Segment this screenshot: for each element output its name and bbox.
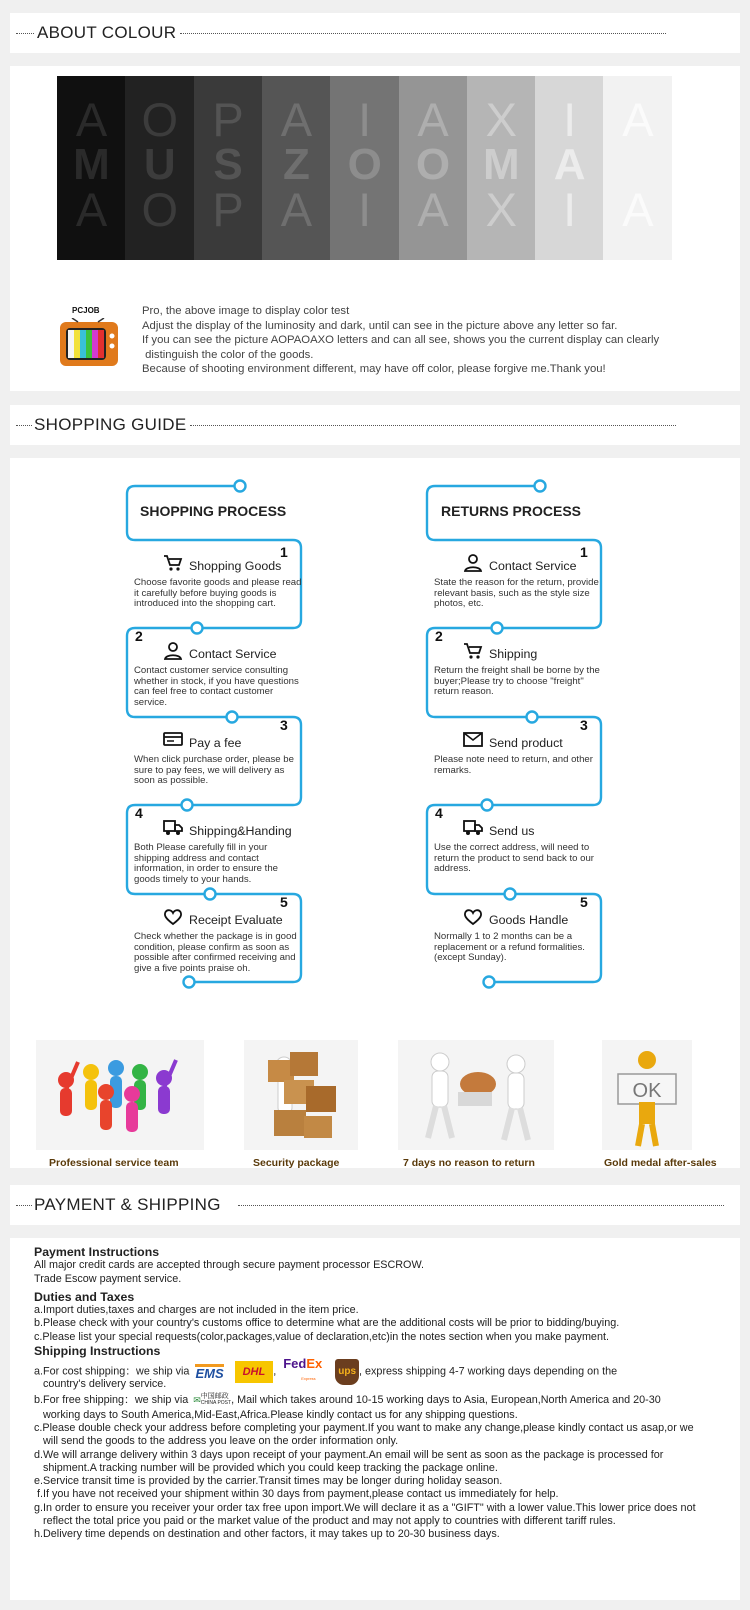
shipping-line: h.Delivery time depends on destination and other factors, it may takes up to 20-30 business days. (34, 1528, 500, 1541)
promo-image-boxes (244, 1040, 358, 1150)
ok-sign-text: OK (632, 1080, 662, 1102)
fedex-sub: Express (301, 1376, 316, 1382)
fedex-logo (283, 1358, 322, 1385)
swatch-letter: A (417, 183, 449, 236)
swatch-letter: I (563, 183, 577, 236)
step-number: 1 (280, 544, 288, 560)
fedex-fed: Fed (283, 1356, 307, 1372)
header-dots-left (16, 425, 32, 426)
fedex-ex: Ex (306, 1356, 323, 1372)
note-line: Pro, the above image to display color test (142, 305, 350, 317)
step-description: Use the correct address, will need to return the product to send back to our address. (434, 842, 594, 874)
person-icon (463, 553, 483, 571)
color-swatch (125, 76, 194, 260)
swatch-letter: I (563, 93, 577, 146)
step-description: Choose favorite goods and please read it carefully before buying goods is introduced into the shopping cart. (134, 577, 302, 609)
shipping-line: reflect the total price you paid or the market value of the product and may not apply to countries with different tariff rules. (34, 1515, 616, 1528)
color-swatch (194, 76, 263, 260)
swatch-letter: O (141, 183, 179, 236)
duties-line: a.Import duties,taxes and charges are not included in the item price. (34, 1304, 359, 1317)
swatch-letter: P (212, 183, 244, 236)
promo-image-return (398, 1040, 554, 1150)
note-line: Adjust the display of the luminosity and dark, until can see in the picture above any letter so far. (142, 319, 618, 332)
shopping-guide-title: SHOPPING GUIDE (34, 415, 187, 434)
step-title: Receipt Evaluate (189, 913, 283, 927)
swatch-letter: A (622, 93, 654, 146)
mail-icon (463, 730, 483, 748)
step-title: Contact Service (189, 647, 277, 661)
step-title: Shipping (489, 647, 538, 661)
promo-image-ok (602, 1040, 692, 1150)
shipping-line: f.If you have not received your shipment within 30 days from payment,please contact us immediately for help. (34, 1488, 559, 1501)
swatch-letter: A (417, 93, 449, 146)
swatch-letter: A (75, 93, 108, 146)
header-dots-right (190, 425, 676, 426)
promo-caption-return: 7 days no reason to return (403, 1157, 535, 1169)
header-dots-left (16, 33, 34, 34)
note-line: Because of shooting environment different, may have off color, please forgive me.Thank you! (142, 363, 606, 376)
step-number: 3 (280, 717, 288, 733)
color-swatch (603, 76, 672, 260)
duties-taxes-title: Duties and Taxes (34, 1289, 135, 1304)
color-swatch (330, 76, 399, 260)
shipping-line: shipment.A tracking number will be provided which you could keep tracking the package online. (34, 1461, 498, 1474)
swatch-letter: U (143, 140, 176, 189)
step-title: Send us (489, 824, 535, 838)
promo-caption-team: Professional service team (49, 1157, 179, 1169)
shipping-instructions-title: Shipping Instructions (34, 1344, 161, 1359)
step-description: Normally 1 to 2 months can be a replacement or a refund formalities.(except Sunday). (434, 931, 585, 963)
swatch-letter: M (73, 140, 110, 189)
color-test-notes (142, 304, 659, 377)
card-icon (163, 730, 183, 748)
header-dots-right (180, 33, 666, 34)
step-description: State the reason for the return, provide relevant basis, such as the style size photos, etc. (434, 577, 599, 609)
swatch-letter: X (485, 93, 517, 146)
step-description: Both Please carefully fill in your shipping address and contact information, in order to ensure the goods timely to your hands. (134, 842, 278, 885)
step-description: Contact customer service consulting whether in stock, if you have questions can feel free to contact customer service. (134, 665, 299, 708)
step-title: Goods Handle (489, 913, 569, 927)
promo-caption-medal: Gold medal after-sales (604, 1157, 717, 1169)
step-number: 2 (135, 628, 143, 644)
shipping-line: will send the goods to the address you leave on the order information only. (34, 1435, 399, 1448)
returns-process-title: RETURNS PROCESS (441, 503, 582, 519)
tv-icon (58, 318, 120, 370)
cart-icon (463, 641, 483, 659)
swatch-letter: I (358, 93, 372, 146)
promo-image-team (36, 1040, 204, 1150)
swatch-letter: Z (282, 140, 310, 189)
step-number: 4 (435, 805, 443, 821)
china-post-logo: ✉ 中国邮政 CHINA POST (193, 1392, 232, 1406)
shipping-line: d.We will arrange delivery within 3 days upon receipt of your payment.An email will be sent as soon as the package is processed for (34, 1448, 664, 1461)
swatch-letter: A (622, 183, 654, 236)
shipping-line-b (34, 1392, 724, 1409)
swatch-letter: I (358, 183, 372, 236)
step-description: Check whether the package is in good condition, please confirm as soon as possible after confirmed receiving and give a five points praise oh. (134, 931, 297, 974)
ship-b-text: b.For free shipping：we ship via (34, 1393, 189, 1406)
promo-caption-package: Security package (253, 1157, 340, 1169)
step-number: 4 (135, 805, 143, 821)
color-swatch (262, 76, 331, 260)
swatch-letter: O (415, 140, 451, 189)
about-colour-panel (10, 66, 740, 391)
swatch-letter: A (280, 183, 313, 236)
payment-shipping-header (10, 1185, 740, 1225)
step-number: 5 (280, 894, 288, 910)
china-post-cn: 中国邮政 (200, 1392, 229, 1400)
about-colour-header (10, 13, 740, 53)
step-title: Shipping&Handing (189, 824, 292, 838)
truck-icon (163, 818, 183, 836)
ups-logo: ups (335, 1359, 359, 1385)
step-number: 2 (435, 628, 443, 644)
dhl-logo: DHL (235, 1361, 274, 1383)
color-swatch (57, 76, 126, 260)
payment-shipping-text (34, 1246, 724, 1542)
color-swatch (467, 76, 536, 260)
header-dots-left (16, 1205, 32, 1206)
heart-icon (163, 907, 183, 925)
shipping-line: e.Service transit time is provided by the carrier.Transit times may be longer during holiday season. (34, 1475, 503, 1488)
duties-line: b.Please check with your country's customs office to determine what are the additional costs will be prior to bidding/buying. (34, 1317, 620, 1330)
swatch-letter: M (482, 140, 520, 189)
shipping-line-a: a.For cost shipping：we ship via EMS DHL , FedEx Express ups , express shipping 4-7 working days depending on the (34, 1358, 724, 1378)
swatch-letter: A (280, 93, 313, 146)
payment-shipping-title: PAYMENT & SHIPPING (34, 1195, 221, 1214)
ship-a-cont: country's delivery service. (34, 1378, 167, 1391)
ship-a-text: , express shipping 4-7 working days depending on the (359, 1365, 618, 1378)
ship-b-cont: working days to South America,Mid-East,Africa.Please kindly contact us for any shipping questions. (34, 1408, 518, 1421)
swatch-letter: O (141, 93, 179, 146)
swatch-letter: S (213, 140, 243, 189)
note-line: distinguish the color of the goods. (142, 348, 314, 361)
shopping-process-title: SHOPPING PROCESS (140, 503, 287, 519)
payment-line: Trade Escow payment service. (34, 1272, 182, 1285)
ship-a-text: a.For cost shipping：we ship via (34, 1365, 190, 1378)
step-description: When click purchase order, please be sure to pay fees, we will delivery as soon as possible. (134, 754, 294, 786)
heart-icon (463, 907, 483, 925)
note-line: If you can see the picture AOPAOAXO letters and can all see, shows you the current display can clearly (142, 334, 660, 347)
swatch-letter: A (553, 140, 586, 189)
color-swatch (399, 76, 468, 260)
shipping-more-lines (34, 1422, 724, 1542)
swatch-letter: O (347, 140, 382, 189)
swatch-letter: P (212, 93, 244, 146)
step-description: Please note need to return, and other remarks. (434, 754, 593, 776)
swatch-letter: X (485, 183, 517, 236)
about-colour-title: ABOUT COLOUR (37, 23, 177, 42)
step-title: Shopping Goods (189, 559, 282, 573)
swatch-letter: A (75, 183, 108, 236)
step-title: Send product (489, 736, 563, 750)
shipping-line: g.In order to ensure you receiver your order tax free upon import.We will declare it as a "GIFT" with a lower value.This lower price does not (34, 1501, 696, 1514)
cart-icon (163, 553, 183, 571)
step-title: Pay a fee (189, 736, 242, 750)
shopping-guide-header (10, 405, 740, 445)
tv-label: PCJOB (72, 306, 100, 315)
china-post-en: CHINA POST (200, 1399, 232, 1406)
step-description: Return the freight shall be borne by the buyer;Please try to choose "freight" return reason. (434, 665, 600, 697)
payment-line: All major credit cards are accepted through secure payment processor ESCROW. (34, 1259, 425, 1272)
step-title: Contact Service (489, 559, 577, 573)
step-number: 1 (580, 544, 588, 560)
ems-logo: EMS (195, 1365, 224, 1381)
step-number: 3 (580, 717, 588, 733)
person-icon (163, 641, 183, 659)
color-swatch (535, 76, 604, 260)
ship-b-text: , Mail which takes around 10-15 working days to Asia, European,North America and 20-30 (231, 1393, 661, 1406)
step-number: 5 (580, 894, 588, 910)
truck-icon (463, 818, 483, 836)
header-dots-right (238, 1205, 724, 1206)
shipping-line: c.Please double check your address before completing your payment.If you want to make any change,please kindly contact us asap,or we (34, 1421, 694, 1434)
payment-instructions-title: Payment Instructions (34, 1245, 160, 1259)
duties-line: c.Please list your special requests(color,packages,value of declaration,etc)in the notes section when you make payment. (34, 1330, 609, 1343)
